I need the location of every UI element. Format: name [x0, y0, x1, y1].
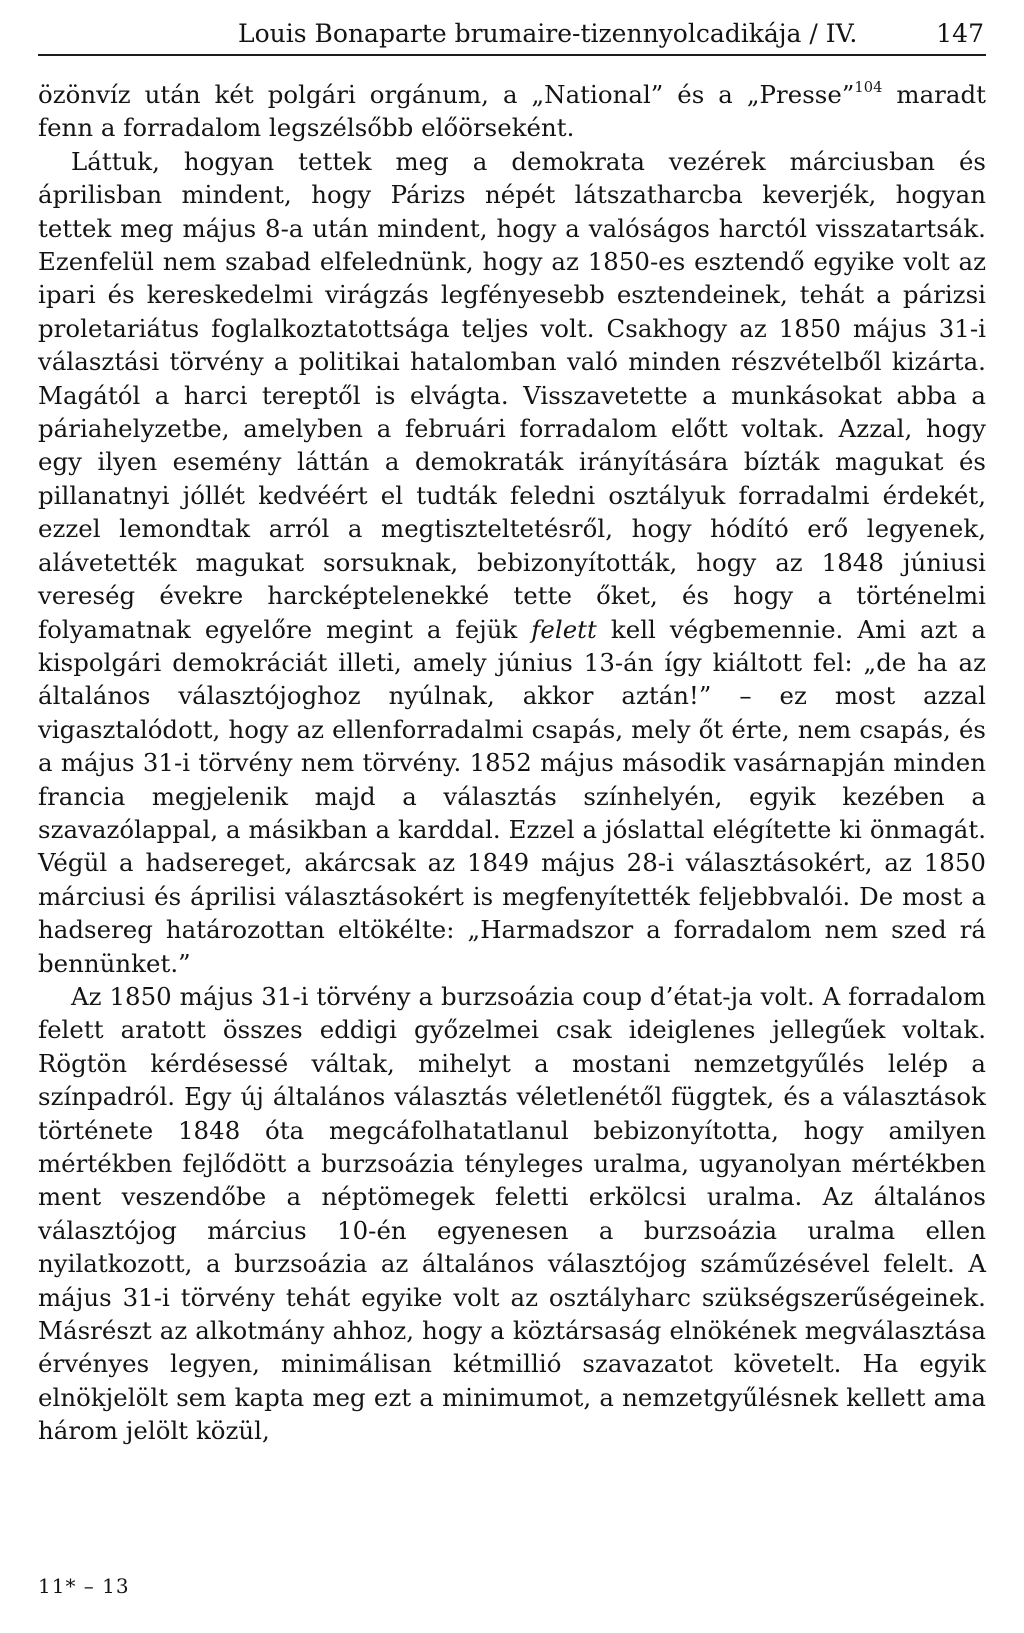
paragraph: Az 1850 május 31-i törvény a burzsoázia coup d’état-ja volt. A forradalom felett aratott összes eddigi győzelmei csak ideiglenes jellegűek voltak. Rögtön kérdésessé váltak, mihelyt a mostani nemzetgyűlés lelép a színpadról. Egy új általános választás véletlenétől függtek, és a választások története 1848 óta megcáfolhatatlanul bebizonyította, hogy amilyen mértékben fejlődött a burzsoázia tényleges uralma, ugyanolyan mértékben ment veszendőbe a néptömegek feletti erkölcsi uralma. Az általános választójog március 10-én egyenesen a burzsoázia uralma ellen nyilatkozott, a burzsoázia az általános választójog száműzésével felelt. A május 31-i törvény tehát egyike volt az osztályharc szükségszerűségeinek. Másrészt az alkotmány ahhoz, hogy a köztársaság elnökének megválasztása érvényes legyen, minimálisan kétmillió szavazatot követelt. Ha egyik elnökjelölt sem kapta meg ezt a minimumot, a nemzetgyűlésnek kellett ama három jelölt közül, [38, 981, 986, 1446]
paragraph-1-text-b: maradt fenn a forradalom legszélsőbb előörseként. [38, 80, 986, 143]
paragraph [38, 145, 986, 980]
paragraph-1-text-a: özönvíz után két polgári orgánum, a „National” és a „Presse” [38, 80, 855, 109]
running-title: Louis Bonaparte brumaire-tizennyolcadikája / IV. [238, 19, 858, 48]
document-page [38, 14, 986, 1448]
paragraph-continued [38, 78, 986, 145]
footnote-reference: 104 [854, 79, 883, 97]
running-header [38, 14, 986, 56]
printer-signature-mark: 11* – 13 [38, 1574, 130, 1598]
paragraph-2-text-a: Láttuk, hogyan tettek meg a demokrata vezérek márciusban és áprilisban mindent, hogy Párizs népét látszatharcba keverjék, hogyan tettek meg május 8-a után mindent, hogy a valóságos harctól visszatartsák. Ezenfelül nem szabad elfelednünk, hogy az 1850-es esztendő egyike volt az ipari és kereskedelmi virágzás legfényesebb esztendeinek, tehát a párizsi proletariátus foglalkoztatottsága teljes volt. Csakhogy az 1850 május 31-i választási törvény a politikai hatalomban való minden részvételből kizárta. Magától a harci tereptől is elvágta. Visszavetette a munkásokat abba a páriahelyzetbe, amelyben a februári forradalom előtt voltak. Azzal, hogy egy ilyen esemény láttán a demokraták irányítására bízták magukat és pillanatnyi jóllét kedvéért el tudták feledni osztályuk forradalmi érdekét, ezzel lemondtak arról a megtiszteltetésről, hogy hódító erő legyenek, alávetették magukat sorsuknak, bebizonyították, hogy az 1848 júniusi vereség évekre harcképtelenekké tette őket, és hogy a történelmi folyamatnak egyelőre megint a fejük [38, 146, 986, 644]
page-number: 147 [936, 19, 984, 48]
body-text [38, 78, 986, 1448]
emphasized-word: felett [531, 614, 597, 644]
paragraph-2-text-b: kell végbemennie. Ami azt a kispolgári demokráciát illeti, amely június 13-án így kiáltott fel: „de ha az általános választójoghoz nyúlnak, akkor aztán!” – ez most azzal vigasztalódott, hogy az ellenforradalmi csapás, mely őt érte, nem csapás, és a május 31-i törvény nem törvény. 1852 május második vasárnapján minden francia megjelenik majd a választás színhelyén, egyik kezében a szavazólappal, a másikban a karddal. Ezzel a jóslattal elégítette ki önmagát. Végül a hadsereget, akárcsak az 1849 május 28-i választásokért, az 1850 márciusi és áprilisi választásokért is megfenyítették feljebbvalói. De most a hadsereg határozottan eltökélte: „Harmadszor a forradalom nem szed rá bennünket.” [38, 614, 986, 978]
